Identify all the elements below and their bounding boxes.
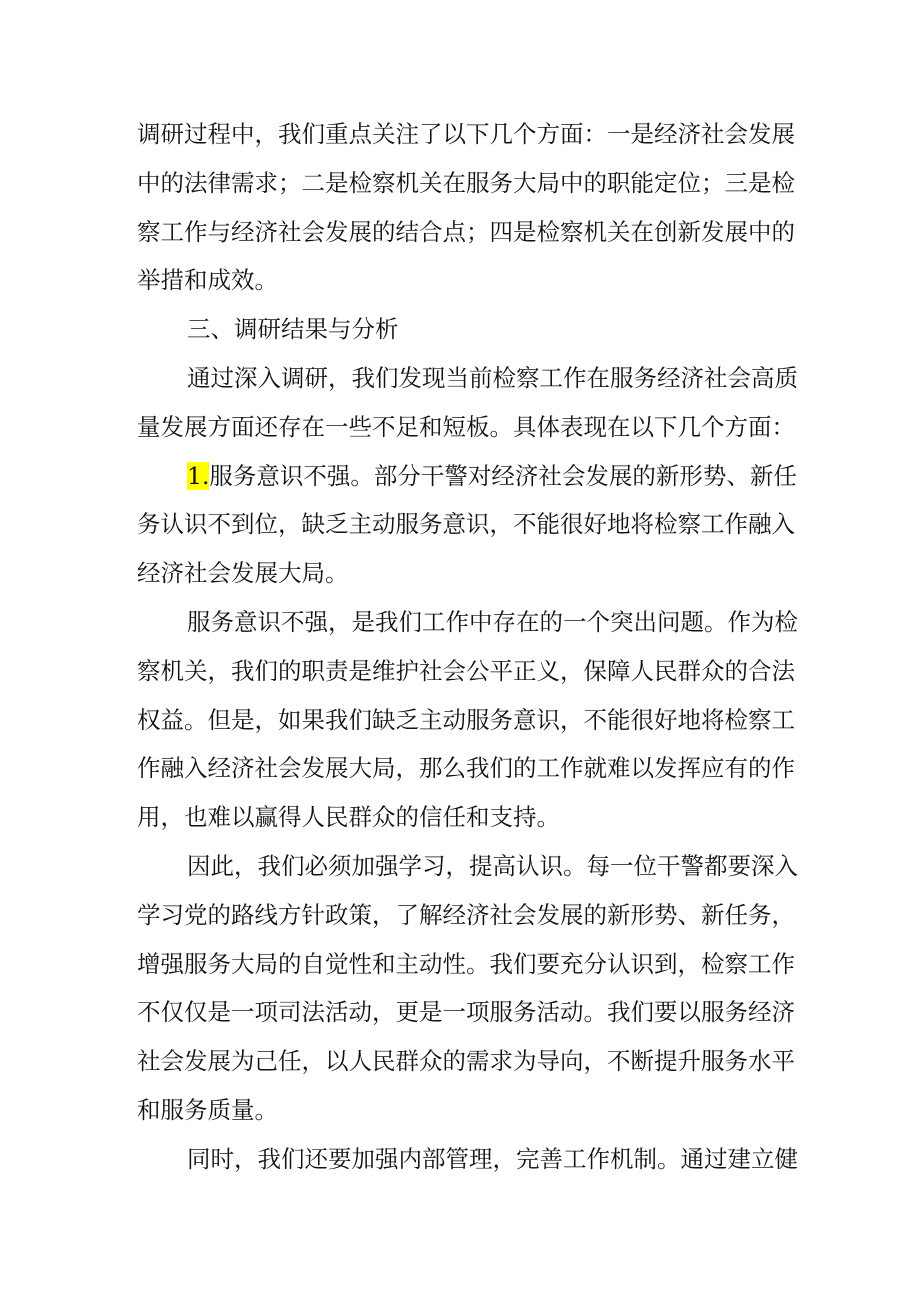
section-heading: 三、调研结果与分析: [187, 315, 399, 344]
paragraph-line: 量发展方面还存在一些不足和短板。具体表现在以下几个方面：: [137, 412, 795, 441]
paragraph-line: 调研过程中，我们重点关注了以下几个方面：一是经济社会发展: [137, 120, 795, 148]
paragraph-line: 服务意识不强，是我们工作中存在的一个突出问题。作为检: [187, 607, 798, 636]
document-body: [137, 110, 798, 1184]
paragraph-line: 中的法律需求；二是检察机关在服务大局中的职能定位；三是检: [137, 168, 795, 197]
paragraph-line: 因此，我们必须加强学习，提高认识。每一位干警都要深入: [187, 851, 798, 880]
paragraph-line: 不仅仅是一项司法活动，更是一项服务活动。我们要以服务经济: [137, 998, 795, 1027]
paragraph-line: 权益。但是，如果我们缺乏主动服务意识，不能很好地将检察工: [137, 705, 795, 734]
paragraph-line: 增强服务大局的自觉性和主动性。我们要充分认识到，检察工作: [137, 949, 795, 978]
paragraph-line: 经济社会发展大局。: [137, 559, 349, 588]
paragraph-line: 通过深入调研，我们发现当前检察工作在服务经济社会高质: [187, 363, 798, 392]
paragraph-line: 社会发展为己任，以人民群众的需求为导向，不断提升服务水平: [137, 1047, 795, 1076]
paragraph-line: 举措和成效。: [137, 266, 278, 295]
paragraph-line: 察机关，我们的职责是维护社会公平正义，保障人民群众的合法: [137, 656, 795, 685]
numbered-item-text: 服务意识不强。部分干警对经济社会发展的新形势、新任: [209, 461, 797, 490]
paragraph-line: 同时，我们还要加强内部管理，完善工作机制。通过建立健: [187, 1144, 798, 1173]
paragraph-line: 作融入经济社会发展大局，那么我们的工作就难以发挥应有的作: [137, 754, 795, 783]
paragraph-line: 务认识不到位，缺乏主动服务意识，不能很好地将检察工作融入: [137, 510, 795, 539]
paragraph-line: 和服务质量。: [137, 1095, 278, 1124]
paragraph-line: 察工作与经济社会发展的结合点；四是检察机关在创新发展中的: [137, 217, 795, 246]
numbered-item-line: [137, 452, 797, 501]
paragraph-line: 用，也难以赢得人民群众的信任和支持。: [137, 803, 560, 832]
highlighted-number: 1.: [187, 461, 210, 490]
paragraph-line: 学习党的路线方针政策，了解经济社会发展的新形势、新任务，: [137, 900, 795, 929]
